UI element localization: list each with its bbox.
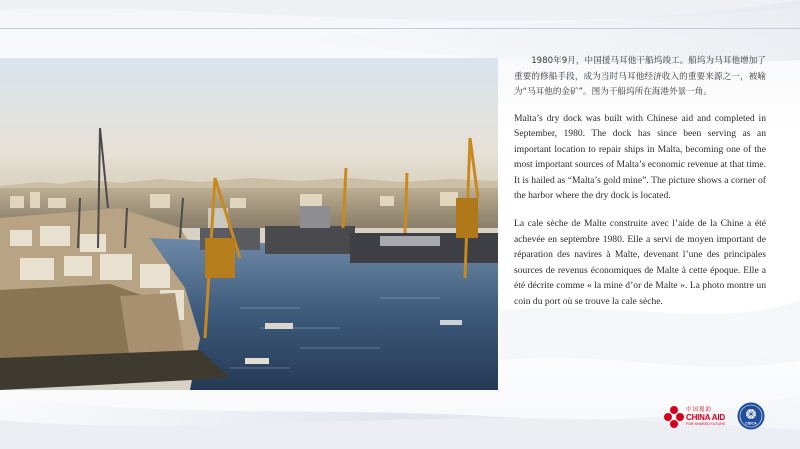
- china-aid-wordmark: CHINA AID: [686, 413, 725, 422]
- china-aid-emblem-icon: [664, 405, 684, 429]
- caption-english: Malta’s dry dock was built with Chinese aid and completed in September, 1980. The dock has since been serving as an important location to repair ships in Malta, becoming one of the most important sources of Malta’s economic revenue at that time. It is hailed as “Malta’s gold mine”. The picture shows a corner of the harbor where the dry dock is located.: [514, 112, 766, 202]
- caption-french: La cale sèche de Malte construite avec l’aide de la Chine a été achevée en septembre 1980. Elle a servi de moyen important de réparation des navires à Malte, devenant l’une des principales sources de revenus économiques de Malte à cette époque. Elle a été décrite comme « la mine d’or de Malte ». La photo montre un coin du port où se trouve la cale sèche.: [514, 218, 766, 308]
- china-aid-logo: [664, 404, 732, 430]
- cidca-seal-logo: [737, 402, 765, 430]
- china-aid-tagline: FOR SHARED FUTURE: [686, 422, 726, 426]
- china-aid-chinese-label: 中国援助: [686, 407, 713, 413]
- harbor-photo: [0, 58, 498, 390]
- header-rule: [0, 28, 800, 29]
- caption-column: [514, 54, 766, 320]
- cidca-label: CIDCA: [745, 421, 757, 426]
- caption-chinese: 1980年9月，中国援马耳他干船坞竣工。船坞为马耳他增加了重要的修船手段，成为当时马耳他经济收入的重要来源之一，被喻为“马耳他的金矿”。图为干船坞所在海港外景一角。: [514, 56, 766, 97]
